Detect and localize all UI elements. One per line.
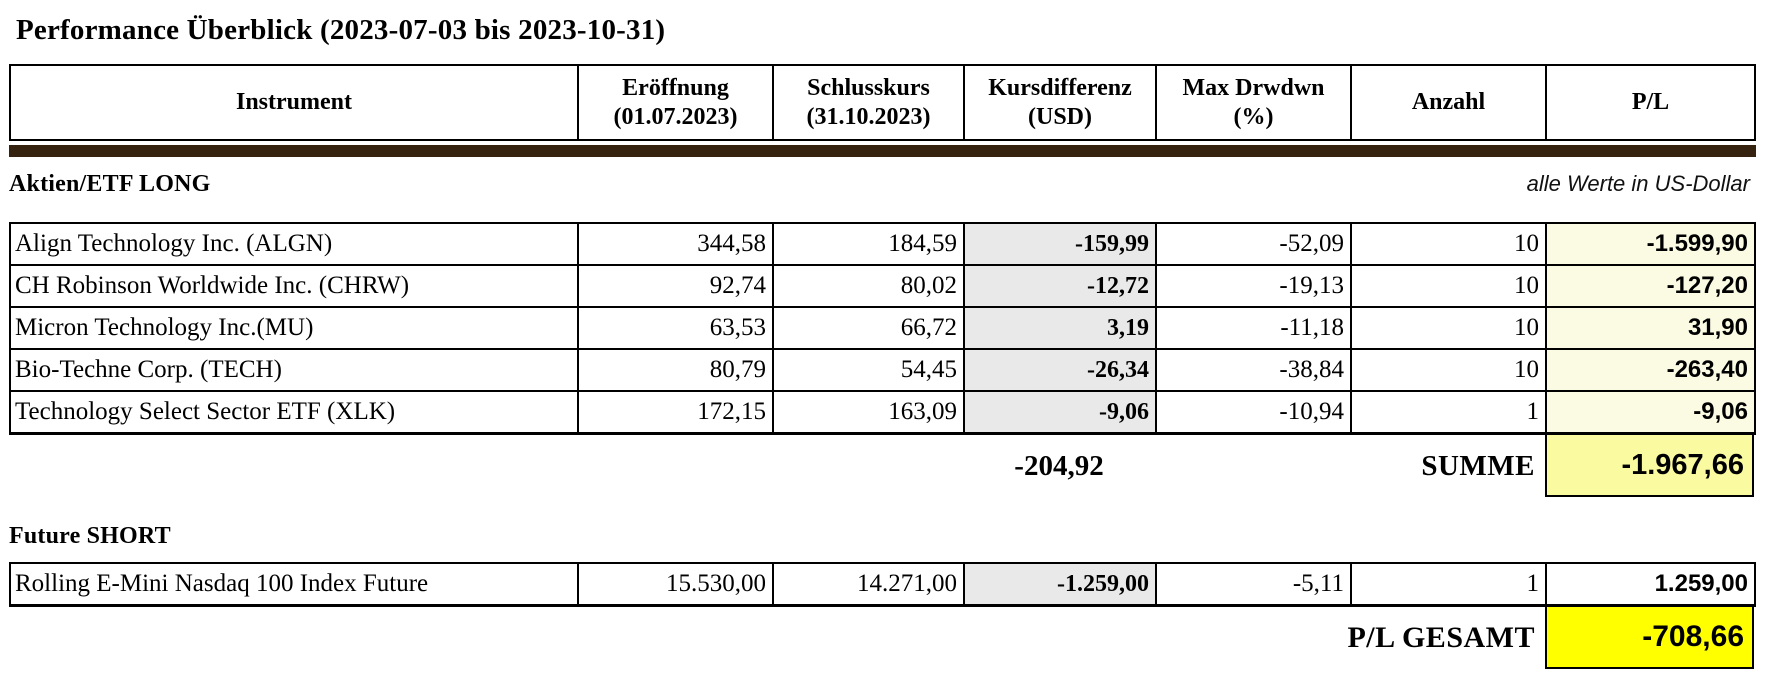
cell-drawdown: -11,18 <box>1155 308 1350 348</box>
column-header-close-line2: (31.10.2023) <box>806 103 931 130</box>
cell-diff: -26,34 <box>963 350 1155 390</box>
column-header-pl-label: P/L <box>1631 89 1670 115</box>
column-header-qty <box>1350 66 1545 139</box>
table-row-mu <box>11 306 1754 348</box>
summary-spacer <box>577 435 772 497</box>
column-header-open <box>577 66 772 139</box>
cell-pl: -127,20 <box>1545 266 1754 306</box>
column-header-instrument <box>11 66 577 139</box>
cell-pl: -1.599,90 <box>1545 224 1754 264</box>
cell-pl: 31,90 <box>1545 308 1754 348</box>
units-note: alle Werte in US-Dollar <box>1526 171 1750 196</box>
cell-open: 344,58 <box>577 224 772 264</box>
column-header-diff-line1: Kursdifferenz <box>988 74 1132 101</box>
cell-diff: -9,06 <box>963 392 1155 432</box>
cell-instrument: CH Robinson Worldwide Inc. (CHRW) <box>15 272 410 299</box>
cell-diff: -12,72 <box>963 266 1155 306</box>
cell-drawdown: -5,11 <box>1155 564 1350 604</box>
table-row-tech <box>11 348 1754 390</box>
grand-total-label: P/L GESAMT <box>1347 621 1535 654</box>
cell-open: 92,74 <box>577 266 772 306</box>
long-positions-table <box>9 222 1756 435</box>
cell-qty: 10 <box>1350 308 1545 348</box>
cell-instrument: Micron Technology Inc.(MU) <box>15 314 314 341</box>
cell-diff: -159,99 <box>963 224 1155 264</box>
table-row-chrw <box>11 264 1754 306</box>
cell-diff: -1.259,00 <box>963 564 1155 604</box>
column-header-diff-line2: (USD) <box>1028 103 1092 130</box>
cell-qty: 10 <box>1350 224 1545 264</box>
cell-qty: 10 <box>1350 350 1545 390</box>
cell-open: 15.530,00 <box>577 564 772 604</box>
section-label-short: Future SHORT <box>9 523 171 549</box>
cell-drawdown: -52,09 <box>1155 224 1350 264</box>
summary-spacer <box>772 435 963 497</box>
cell-close: 14.271,00 <box>772 564 963 604</box>
header-divider-bar <box>9 145 1756 157</box>
column-header-drawdown <box>1155 66 1350 139</box>
cell-close: 163,09 <box>772 392 963 432</box>
column-header-close <box>772 66 963 139</box>
cell-qty: 1 <box>1350 564 1545 604</box>
summary-spacer <box>11 435 577 497</box>
cell-instrument: Bio-Techne Corp. (TECH) <box>15 356 282 383</box>
long-summary-row <box>11 435 1754 497</box>
table-row-nasdaq-future <box>11 564 1754 604</box>
cell-pl: -9,06 <box>1545 392 1754 432</box>
column-header-drawdown-line2: (%) <box>1233 103 1274 130</box>
cell-instrument: Align Technology Inc. (ALGN) <box>15 230 333 257</box>
column-header-qty-label: Anzahl <box>1411 89 1486 115</box>
cell-close: 54,45 <box>772 350 963 390</box>
grand-total-value: -708,66 <box>1545 607 1754 669</box>
cell-close: 80,02 <box>772 266 963 306</box>
short-positions-table <box>9 562 1756 607</box>
summary-pl-total: -1.967,66 <box>1545 435 1754 497</box>
grand-total-row <box>11 607 1754 669</box>
cell-instrument: Technology Select Sector ETF (XLK) <box>15 398 396 425</box>
table-row-xlk <box>11 390 1754 432</box>
cell-open: 80,79 <box>577 350 772 390</box>
cell-qty: 10 <box>1350 266 1545 306</box>
column-header-open-line2: (01.07.2023) <box>613 103 738 130</box>
column-header-close-line1: Schlusskurs <box>807 74 930 101</box>
column-header-instrument-label: Instrument <box>235 89 352 115</box>
section-label-long: Aktien/ETF LONG <box>9 171 211 197</box>
cell-drawdown: -10,94 <box>1155 392 1350 432</box>
table-row-algn <box>11 224 1754 264</box>
cell-pl: 1.259,00 <box>1545 564 1754 604</box>
cell-instrument: Rolling E-Mini Nasdaq 100 Index Future <box>15 570 429 597</box>
column-header-pl <box>1545 66 1754 139</box>
section-row-long <box>9 171 1756 198</box>
cell-qty: 1 <box>1350 392 1545 432</box>
page-title: Performance Überblick (2023-07-03 bis 2023-10-31) <box>16 14 666 46</box>
cell-close: 184,59 <box>772 224 963 264</box>
column-header-drawdown-line1: Max Drwdwn <box>1182 74 1325 101</box>
summary-spacer <box>1155 435 1350 497</box>
cell-open: 63,53 <box>577 308 772 348</box>
cell-open: 172,15 <box>577 392 772 432</box>
cell-pl: -263,40 <box>1545 350 1754 390</box>
cell-close: 66,72 <box>772 308 963 348</box>
table-header-row <box>9 64 1756 141</box>
column-header-open-line1: Eröffnung <box>622 74 729 101</box>
column-header-diff <box>963 66 1155 139</box>
cell-drawdown: -38,84 <box>1155 350 1350 390</box>
cell-diff: 3,19 <box>963 308 1155 348</box>
summary-label: SUMME <box>1421 449 1535 482</box>
summary-diff-total: -204,92 <box>1014 449 1104 482</box>
cell-drawdown: -19,13 <box>1155 266 1350 306</box>
